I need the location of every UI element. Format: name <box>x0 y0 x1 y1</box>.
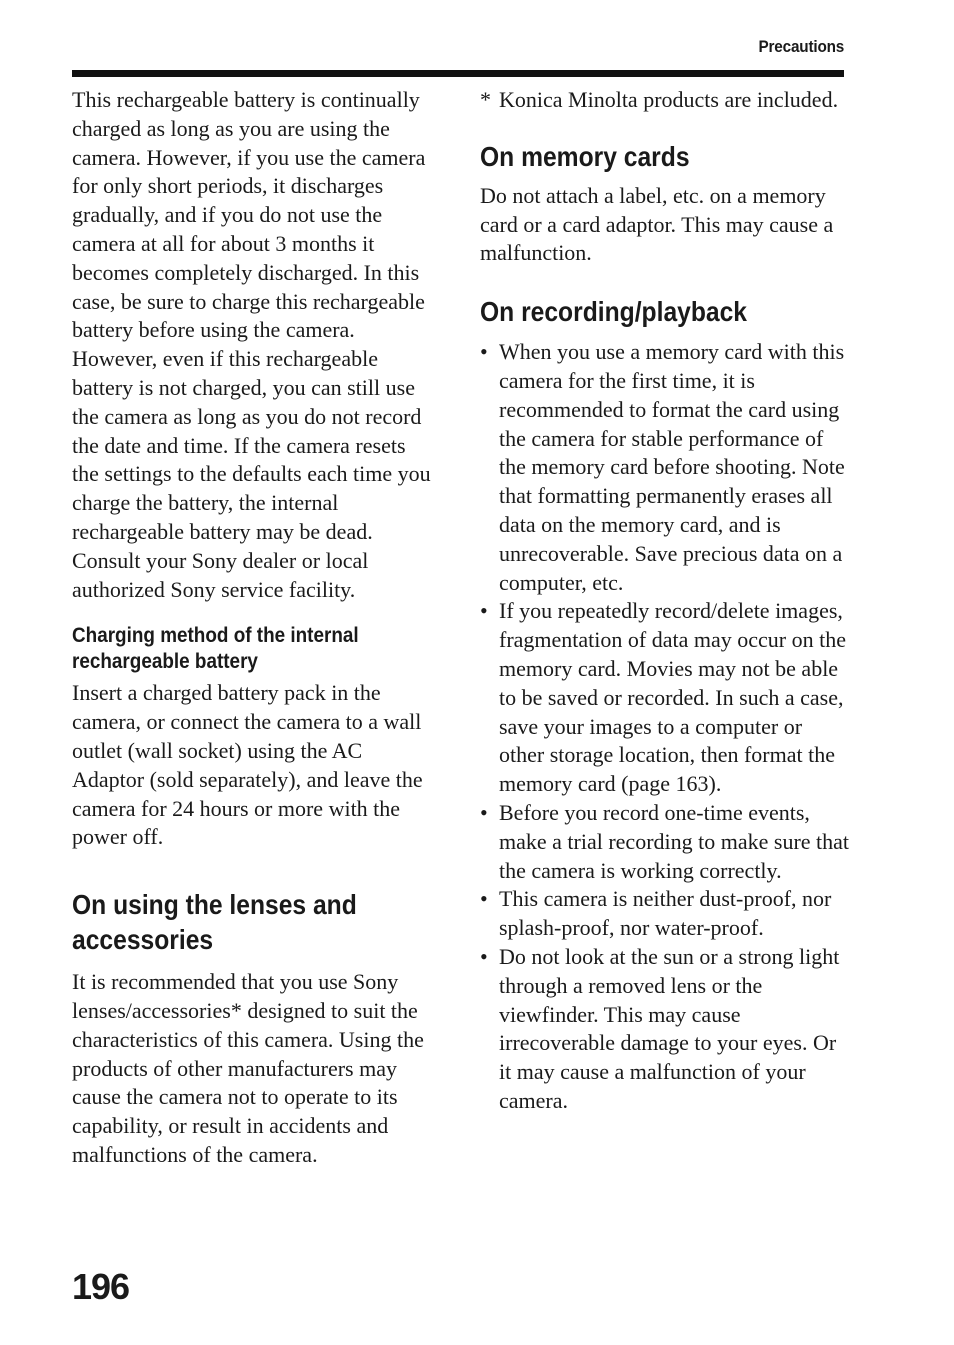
footnote-marker: * <box>480 87 491 112</box>
header-rule <box>72 70 844 77</box>
list-item: • When you use a memory card with this camera for the first time, it is recommended to format the card using the camera for stable performance of the memory card before shooting. Note that formatting permanently erases all data on the memory card, and is unrecoverable. Save precious data on a computer, etc. <box>480 339 845 595</box>
bullet-marker: • <box>480 886 488 912</box>
list-item: • If you repeatedly record/delete images, fragmentation of data may occur on the memory card. Movies may not be able to be saved or recorded. In such a case, save your images to a computer or other storage location, then format the memory card (page 163). <box>480 598 846 797</box>
list-item: • Before you record one-time events, make a trial recording to make sure that the camera is working correctly. <box>480 799 850 883</box>
footnote-text: Konica Minolta products are included. <box>499 87 839 112</box>
recording-playback-heading: On recording/playback <box>480 296 748 328</box>
recording-playback-list <box>480 338 850 1116</box>
page-header-title: Precautions <box>758 37 844 56</box>
list-item: • Do not look at the sun or a strong light through a removed lens or the viewfinder. This may cause irrecoverable damage to your eyes. Or it may cause a malfunction of your camera. <box>480 943 840 1113</box>
battery-paragraph-1: This rechargeable battery is continually charged as long as you are using the camera. However, if you use the camera for only short periods, it discharges gradually, and if you do not use the camera at all for about 3 months it becomes completely discharged. In this case, be sure to charge this rechargeable battery before using the camera. <box>72 87 426 343</box>
footnote <box>480 86 850 115</box>
charging-method-text: Insert a charged battery pack in the camera, or connect the camera to a wall outlet (wall socket) using the AC Adaptor (sold separately), and leave the camera for 24 hours or more with the power off. <box>72 680 423 850</box>
list-item: • This camera is neither dust-proof, nor splash-proof, nor water-proof. <box>480 886 832 941</box>
charging-method-heading: Charging method of the internal rechargeable battery <box>72 624 359 674</box>
bullet-marker: • <box>480 943 488 969</box>
bullet-marker: • <box>480 799 488 825</box>
bullet-marker: • <box>480 598 488 624</box>
battery-paragraph-2: However, even if this rechargeable battery is not charged, you can still use the camera as long as you do not record the date and time. If the camera resets the settings to the defaults each time you charge the battery, the internal rechargeable battery may be dead. Consult your Sony dealer or local authorized Sony service facility. <box>72 346 431 602</box>
left-column <box>72 86 437 1170</box>
lenses-section-heading: On using the lenses and accessories <box>72 889 357 956</box>
lenses-section-text: It is recommended that you use Sony lenses/accessories* designed to suit the characteristics of this camera. Using the products of other manufacturers may cause the camera not to operate to its capability, or result in accidents and malfunctions of the camera. <box>72 969 424 1167</box>
right-column <box>480 86 850 1116</box>
bullet-marker: • <box>480 339 488 365</box>
memory-cards-heading: On memory cards <box>480 140 690 172</box>
page-number: 196 <box>72 1266 130 1307</box>
memory-cards-text: Do not attach a label, etc. on a memory card or a card adaptor. This may cause a malfunction. <box>480 182 834 266</box>
